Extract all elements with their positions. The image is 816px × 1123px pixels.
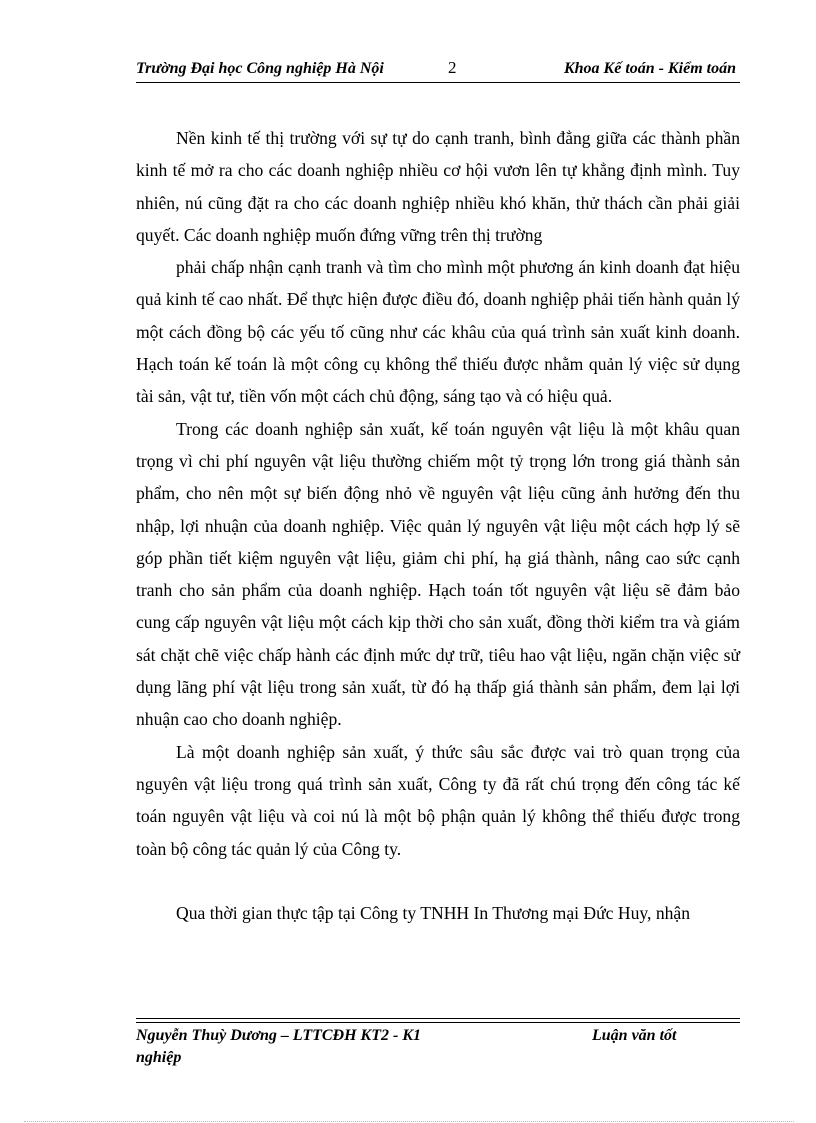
page-header — [136, 58, 740, 82]
footer-thesis: Luận văn tốt — [592, 1027, 677, 1044]
document-body — [136, 122, 740, 929]
paragraph-5: Qua thời gian thực tập tại Công ty TNHH In Thương mại Đức Huy, nhận — [176, 902, 691, 923]
footer-author: Nguyễn Thuỳ Dương – LTTCĐH KT2 - K1 — [136, 1027, 421, 1044]
header-school: Trường Đại học Công nghiệp Hà Nội — [136, 60, 384, 77]
paragraph-3: Trong các doanh nghiệp sản xuất, kế toán nguyên vật liệu là một khâu quan trọng vì chi phí nguyên vật liệu thường chiếm một tỷ trọng lớn trong giá thành sản phẩm, cho nên một sự biến động nhỏ về nguyên vật liệu cũng ảnh hưởng đến thu nhập, lợi nhuận của doanh nghiệp. Việc quản lý nguyên vật liệu một cách hợp lý sẽ góp phần tiết kiệm nguyên vật liệu, giảm chi phí, hạ giá thành, nâng cao sức cạnh tranh cho sản phẩm của doanh nghiệp. Hạch toán tốt nguyên vật liệu sẽ đảm bảo cung cấp nguyên vật liệu một cách kịp thời cho sản xuất, đồng thời kiểm tra và giám sát chặt chẽ việc chấp hành các định mức dự trữ, tiêu hao vật liệu, ngăn chặn việc sử dụng lãng phí vật liệu trong sản xuất, từ đó hạ thấp giá thành sản phẩm, đem lại lợi nhuận cao cho doanh nghiệp. — [136, 418, 740, 730]
header-rule — [136, 82, 740, 83]
page-edge-dotted-line — [24, 1121, 794, 1122]
page-number: 2 — [448, 58, 457, 77]
paragraph-1: Nền kinh tế thị trường với sự tự do cạnh tranh, bình đẳng giữa các thành phần kinh tế mở ra cho các doanh nghiệp nhiều cơ hội vươn lên tự khẳng định mình. Tuy nhiên, nú cũng đặt ra cho các doanh nghiệp nhiều khó khăn, thử thách cần phải giải quyết. Các doanh nghiệp muốn đứng vững trên thị trường — [136, 128, 740, 245]
footer-rule — [136, 1018, 740, 1023]
paragraph-4: Là một doanh nghiệp sản xuất, ý thức sâu sắc được vai trò quan trọng của nguyên vật liệu trong quá trình sản xuất, Công ty đã rất chú trọng đến công tác kế toán nguyên vật liệu và coi nú là một bộ phận quản lý không thể thiếu được trong toàn bộ công tác quản lý của Công ty. — [136, 741, 740, 859]
paragraph-2: phải chấp nhận cạnh tranh và tìm cho mình một phương án kinh doanh đạt hiệu quả kinh tế cao nhất. Để thực hiện được điều đó, doanh nghiệp phải tiến hành quản lý một cách đồng bộ các yếu tố cũng như các khâu của quá trình sản xuất kinh doanh. Hạch toán kế toán là một công cụ không thể thiếu được nhằm quản lý việc sử dụng tài sản, vật tư, tiền vốn một cách chủ động, sáng tạo và có hiệu quả. — [136, 257, 740, 407]
header-department: Khoa Kế toán - Kiểm toán — [563, 60, 736, 77]
footer-thesis-wrap: nghiệp — [136, 1049, 182, 1066]
